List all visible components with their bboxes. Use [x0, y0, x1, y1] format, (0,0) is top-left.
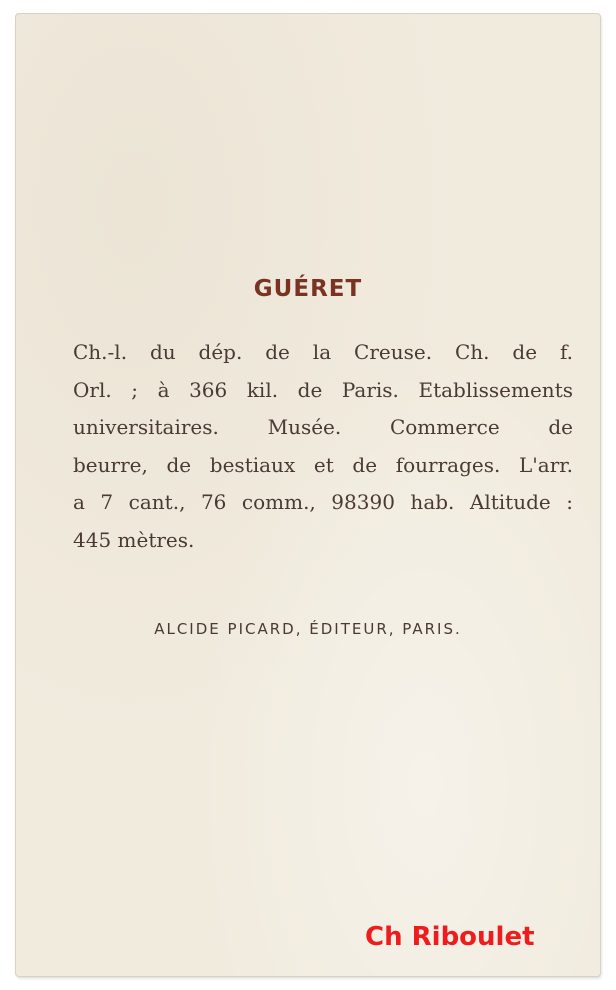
collector-signature: Ch Riboulet	[365, 922, 535, 952]
publisher-imprint: ALCIDE PICARD, ÉDITEUR, PARIS.	[154, 620, 462, 638]
description-line: Ch.-l. du dép. de la Creuse. Ch. de f.	[73, 340, 573, 364]
description-line: universitaires. Musée. Commerce de	[73, 415, 573, 439]
description-line: 445 mètres.	[73, 527, 195, 552]
card-description	[73, 334, 573, 559]
card-title: GUÉRET	[253, 276, 363, 302]
postcard-back	[16, 14, 600, 976]
description-line: beurre, de bestiaux et de fourrages. L'arr.	[73, 452, 573, 477]
description-line: Orl. ; à 366 kil. de Paris. Etablissements	[73, 377, 573, 402]
description-line: a 7 cant., 76 comm., 98390 hab. Altitude :	[73, 490, 573, 514]
